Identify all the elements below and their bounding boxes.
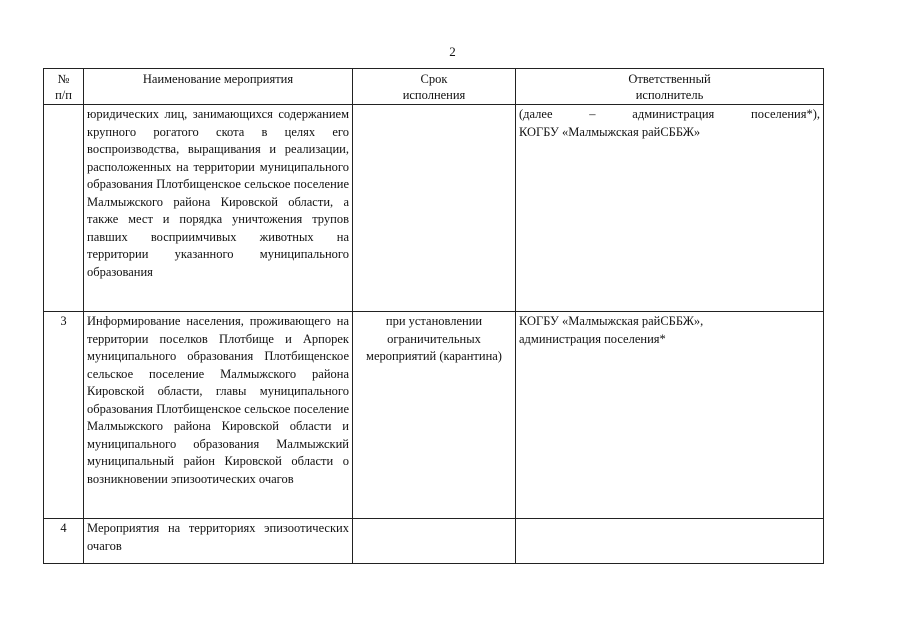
row-measure-name: Мероприятия на территориях эпизоотических очагов — [84, 519, 353, 564]
table-header-row — [44, 69, 824, 105]
row-term — [353, 105, 516, 312]
header-num — [44, 69, 84, 105]
header-name: Наименование мероприятия — [84, 69, 353, 105]
row-term — [353, 519, 516, 564]
measures-table — [43, 68, 824, 564]
row-responsible — [516, 519, 824, 564]
row-responsible-line1: (далее – администрация поселения*), — [519, 107, 820, 121]
header-resp-line1: Ответственный — [628, 72, 711, 86]
row-measure-name: юридических лиц, занимающихся содержанием крупного рогатого скота в целях его воспроизводства, выращивания и реализации, расположенных на территории муниципального образования Плотбищенское сельское поселение Малмыжского района Кировской области, а также мест и порядка уничтожения трупов павших восприимчивых животных на территории указанного муниципального образования — [84, 105, 353, 312]
table-row — [44, 312, 824, 519]
header-num-line2: п/п — [55, 88, 72, 102]
header-resp-line2: исполнитель — [635, 88, 704, 102]
header-num-line1: № — [57, 72, 70, 86]
row-number — [44, 105, 84, 312]
row-number: 3 — [44, 312, 84, 519]
page-number: 2 — [449, 44, 456, 59]
table-row — [44, 519, 824, 564]
row-number: 4 — [44, 519, 84, 564]
header-term-line1: Срок — [420, 72, 448, 86]
header-term — [353, 69, 516, 105]
row-responsible-line2: администрация поселения* — [519, 331, 666, 346]
row-responsible-line1: КОГБУ «Малмыжская райСББЖ», — [519, 314, 704, 328]
row-responsible — [516, 312, 824, 519]
row-responsible-line2: КОГБУ «Малмыжская райСББЖ» — [519, 124, 701, 139]
row-responsible — [516, 105, 824, 312]
table-row — [44, 105, 824, 312]
row-measure-name: Информирование населения, проживающего на территории поселков Плотбище и Арпорек муниципального образования Плотбищенское сельское поселение Малмыжского района Кировской области, главы муниципального образования Плотбищенское сельское поселение Малмыжского района Кировской области и муниципального образования Малмыжский муниципальный район Кировской области о возникновении эпизоотических очагов — [84, 312, 353, 519]
header-resp — [516, 69, 824, 105]
header-term-line2: исполнения — [402, 88, 466, 102]
row-term: при установлении ограничительных мероприятий (карантина) — [353, 312, 516, 519]
